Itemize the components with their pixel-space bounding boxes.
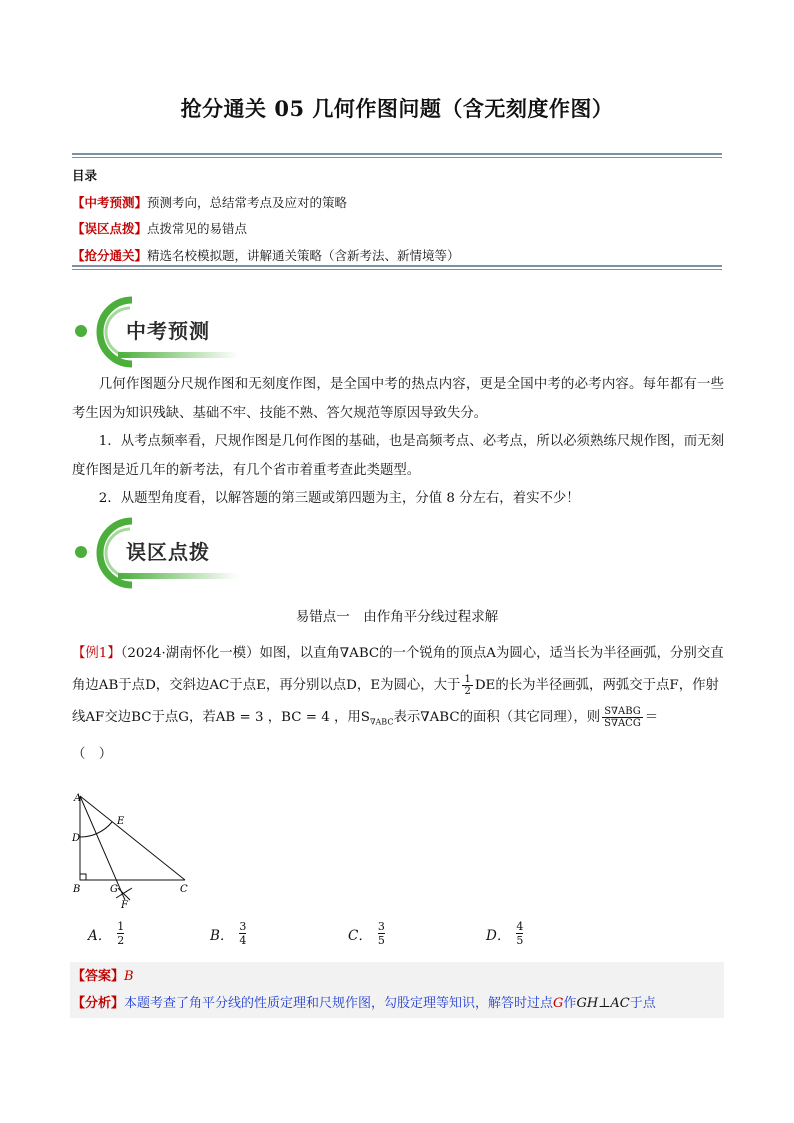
point-g-label: G bbox=[110, 884, 118, 895]
toc-heading: 目录 bbox=[72, 168, 98, 183]
point-b-label: B bbox=[73, 884, 81, 895]
top-divider bbox=[72, 153, 722, 158]
option-d[interactable]: D． 4 5 bbox=[486, 920, 524, 947]
table-of-contents bbox=[72, 163, 460, 269]
answer-options bbox=[88, 920, 688, 960]
fraction-half: $\frac{1}{2}$ bbox=[464, 674, 471, 697]
section-title: 中考预测 bbox=[126, 319, 210, 343]
section-heading-forecast bbox=[72, 294, 272, 372]
toc-item: 【误区点拨】点拨常见的易错点 bbox=[72, 221, 248, 236]
point-c-label: C bbox=[180, 884, 188, 895]
point-f-label: F bbox=[121, 900, 128, 908]
pitfall-subheading: 易错点一 由作角平分线过程求解 bbox=[295, 609, 499, 625]
analysis-row: 【分析】本题考查了角平分线的性质定理和尺规作图，勾股定理等知识，解答时过点G作GH⊥AC于点 bbox=[72, 996, 656, 1011]
option-a[interactable]: A． 1 2 bbox=[88, 920, 125, 947]
page-title: 抢分通关 05 几何作图问题（含无刻度作图） bbox=[180, 96, 614, 121]
section-title: 误区点拨 bbox=[126, 540, 210, 564]
point-d-label: D bbox=[72, 833, 81, 844]
point-e-label: E bbox=[117, 816, 125, 827]
triangle-figure bbox=[70, 788, 200, 908]
paragraph: 几何作图题分尺规作图和无刻度作图，是全国中考的热点内容，更是全国中考的必考内容。每年都有一些考生因为知识残缺、基础不牢、技能不熟、答欠规范等原因导致失分。 bbox=[72, 377, 724, 421]
answer-box bbox=[70, 962, 724, 1018]
paragraph: 1．从考点频率看，尺规作图是几何作图的基础，也是高频考点、必考点，所以必须熟练尺规作图，而无刻度作图是近几年的新考法，有几个省市着重考查此类题型。 bbox=[72, 434, 724, 478]
toc-item: 【抢分通关】精选名校模拟题，讲解通关策略（含新考法、新情境等） bbox=[72, 247, 460, 263]
option-c[interactable]: C． 3 5 bbox=[348, 920, 385, 947]
section-heading-pitfall bbox=[72, 515, 272, 593]
example-tag: 【例1】 bbox=[72, 646, 121, 661]
forecast-body bbox=[72, 371, 724, 514]
toc-item: 【中考预测】预测考向，总结常考点及应对的策略 bbox=[72, 194, 348, 210]
option-b[interactable]: B． 3 4 bbox=[210, 920, 247, 947]
answer-row: 【答案】B bbox=[72, 969, 134, 984]
paragraph: 2．从题型角度看，以解答题的第三题或第四题为主，分值 8 分左右，着实不少！ bbox=[98, 491, 580, 506]
answer-blank: （ ） bbox=[72, 746, 113, 762]
point-a-label: A bbox=[74, 793, 82, 804]
example-1: 【例1】（2024·湖南怀化一模）如图，以直角∇ABC的一个锐角的顶点A为圆心，适当长为半径画弧，分别交直角边AB于点D，交斜边AC于点E，再分别以点D，E为圆心，大于 $\frac{1}{2}$ DE的长为半径画弧，两弧交于点F，作射线AF交边BC于点G，若AB = 3 ，BC = 4 ，用$S_{\nabla ABC}$表示∇ABC的面积（其它同理），则 $\frac{\text{S∇ABG}}{\text{S∇ACG}}$ ＝ （ ） bbox=[72, 646, 724, 762]
bottom-divider bbox=[72, 265, 722, 270]
fraction-ratio: $\frac{\text{S∇ABG}}{\text{S∇ACG}}$ bbox=[604, 706, 641, 729]
